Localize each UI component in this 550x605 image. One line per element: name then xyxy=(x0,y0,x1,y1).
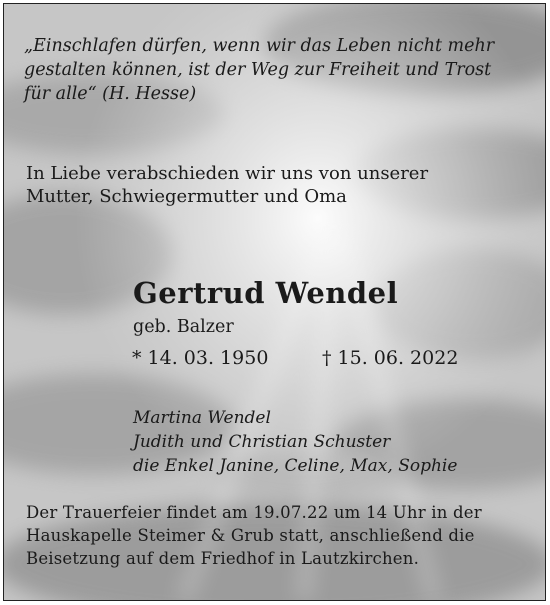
quote-line: gestalten können, ist der Weg zur Freiheit und Trost xyxy=(24,60,492,80)
funeral-line: Beisetzung auf dem Friedhof in Lautzkirchen. xyxy=(26,549,420,568)
intro-line: In Liebe verabschieden wir uns von unserer xyxy=(26,163,429,184)
funeral-line: Hauskapelle Steimer & Grub statt, anschließend die xyxy=(26,526,475,545)
maiden-name: geb. Balzer xyxy=(133,317,234,337)
deceased-name: Gertrud Wendel xyxy=(133,276,399,310)
obituary-notice xyxy=(3,3,546,601)
birth-date: * 14. 03. 1950 xyxy=(132,347,269,369)
hesse-quote xyxy=(24,34,524,106)
death-date: † 15. 06. 2022 xyxy=(322,347,459,369)
farewell-intro xyxy=(26,162,526,208)
mourner-line: Martina Wendel xyxy=(133,408,271,428)
mourners-list xyxy=(133,406,457,478)
mourner-line: die Enkel Janine, Celine, Max, Sophie xyxy=(133,456,458,476)
quote-line: „Einschlafen dürfen, wenn wir das Leben nicht mehr xyxy=(24,36,495,56)
funeral-line: Der Trauerfeier findet am 19.07.22 um 14 Uhr in der xyxy=(26,503,482,522)
intro-line: Mutter, Schwiegermutter und Oma xyxy=(26,186,347,207)
mourner-line: Judith und Christian Schuster xyxy=(133,432,391,452)
funeral-details xyxy=(26,501,536,570)
quote-line: für alle“ (H. Hesse) xyxy=(24,84,197,104)
